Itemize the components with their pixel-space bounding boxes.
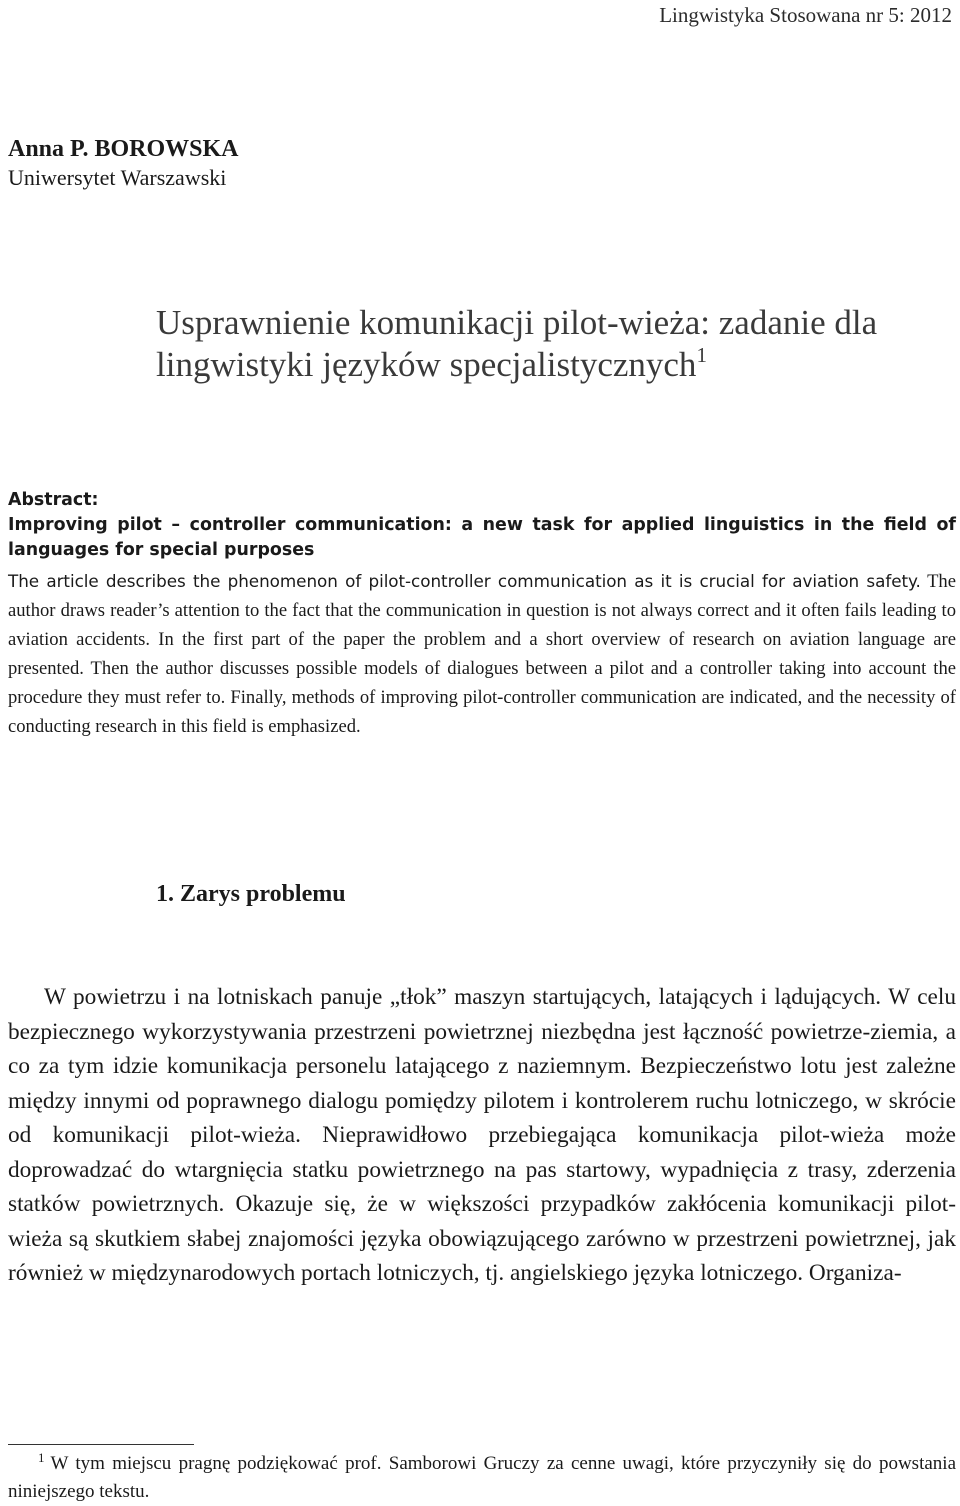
abstract-english-title: Improving pilot – controller communication: a new task for applied linguistics in the field of languages for special purposes: [8, 515, 956, 560]
title-line-1: Usprawnienie komunikacji pilot-wieża: zadanie dla: [156, 303, 878, 342]
title-line-2: lingwistyki języków specjalistycznych: [156, 345, 697, 384]
footnote: [8, 1450, 956, 1506]
abstract-lead: The article describes the phenomenon of pilot-controller communication as it is crucial for aviation safety.: [8, 571, 921, 591]
author-block: [8, 134, 239, 192]
abstract-body-text: The author draws reader’s attention to the fact that the communication in question is not always correct and it often fails leading to aviation accidents. In the first part of the paper the problem and a short overview of research on aviation language are presented. Then the author discusses possible models of dialogues between a pilot and a controller taking into account the procedure they must refer to. Finally, methods of improving pilot-controller communication are indicated, and the necessity of conducting research in this field is emphasized.: [8, 571, 956, 737]
paper-title: [156, 302, 946, 386]
author-name: Anna P. BOROWSKA: [8, 136, 239, 162]
footnote-text: W tym miejscu pragnę podziękować prof. Samborowi Gruczy za cenne uwagi, które przyczyniły się do powstania niniejszego tekstu.: [8, 1453, 956, 1502]
running-head: Lingwistyka Stosowana nr 5: 2012: [659, 3, 952, 27]
title-footnote-marker[interactable]: 1: [696, 343, 707, 367]
section-heading: 1. Zarys problemu: [156, 881, 346, 907]
footnote-rule: [8, 1444, 194, 1445]
abstract-body: [8, 567, 956, 741]
footnote-marker: 1: [38, 1450, 45, 1465]
abstract-label: Abstract:: [8, 490, 99, 510]
abstract: [8, 488, 956, 741]
author-affiliation: Uniwersytet Warszawski: [8, 165, 227, 190]
body-paragraph: W powietrzu i na lotniskach panuje „tłok” maszyn startujących, latających i lądujących. W celu bezpiecznego wykorzystywania przestrzeni powietrznej niezbędna jest łączność powietrze-ziemia, a co za tym idzie komunikacja personelu latającego z naziemnym. Bezpieczeństwo lotu jest zależne między innymi od poprawnego dialogu pomiędzy pilotem i kontrolerem ruchu lotniczego, w skrócie od komunikacji pilot-wieża. Nieprawidłowo przebiegająca komunikacja pilot-wieża może doprowadzać do wtargnięcia statku powietrznego na pas startowy, wypadnięcia z trasy, zderzenia statków powietrznych. Okazuje się, że w większości przypadków zakłócenia komunikacji pilot-wieża są skutkiem słabej znajomości języka obowiązującego zarówno w przestrzeni powietrznej, jak również w międzynarodowych portach lotniczych, tj. angielskiego języka lotniczego. Organiza-: [8, 984, 956, 1286]
